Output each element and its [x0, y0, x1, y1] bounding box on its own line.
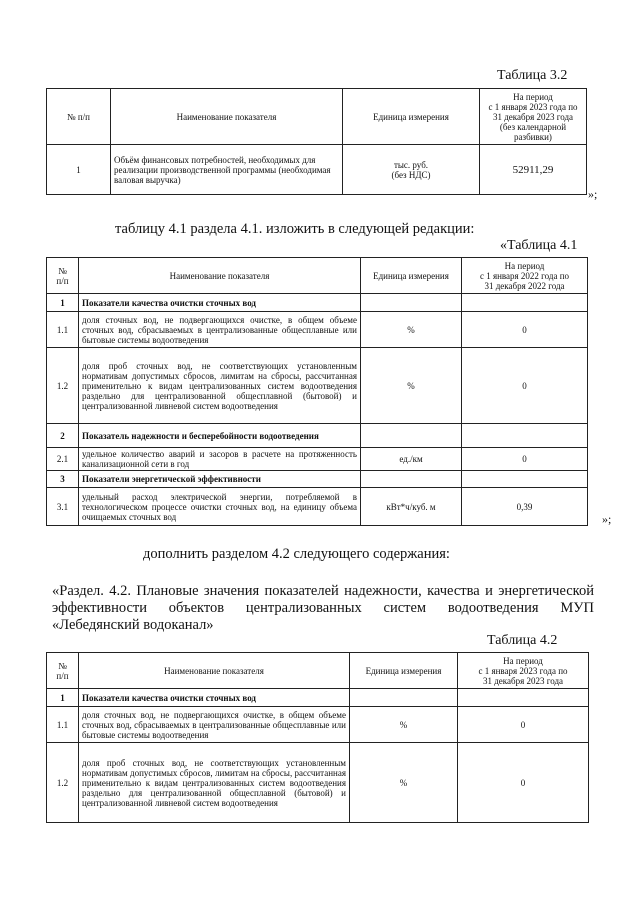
table-row — [47, 424, 588, 448]
cell-name: доля сточных вод, не подвергающихся очистке, в общем объеме сточных вод, сбрасываемых в централизованные общесплавные или бытовые системы водоотведения — [79, 707, 350, 743]
table-4-1 — [46, 257, 588, 526]
header-name: Наименование показателя — [79, 258, 361, 294]
cell-unit — [361, 424, 462, 448]
header-unit: Единица измерения — [343, 89, 480, 145]
header-no: № п/п — [47, 258, 79, 294]
cell-no: 3 — [47, 471, 79, 488]
table-4-1-closing-quote: »; — [602, 512, 612, 526]
header-unit: Единица измерения — [361, 258, 462, 294]
paragraph-section-4-2-intro: дополнить разделом 4.2 следующего содержания: — [143, 546, 450, 562]
table-row — [47, 145, 587, 195]
cell-unit: кВт*ч/куб. м — [361, 488, 462, 526]
header-name: Наименование показателя — [111, 89, 343, 145]
table-4-1-caption: «Таблица 4.1 — [500, 238, 578, 253]
cell-value — [462, 294, 588, 312]
header-period: На период с 1 января 2023 года по 31 декабря 2023 года — [458, 653, 589, 689]
cell-unit: % — [350, 743, 458, 823]
cell-no: 2 — [47, 424, 79, 448]
cell-value: 0 — [458, 743, 589, 823]
cell-no: 1.2 — [47, 348, 79, 424]
cell-name: Показатели энергетической эффективности — [79, 471, 361, 488]
cell-no: 1 — [47, 145, 111, 195]
cell-name: удельный расход электрической энергии, потребляемой в технологическом процессе очистки сточных вод, на единицу объема очищаемых сточных вод — [79, 488, 361, 526]
table-row — [47, 348, 588, 424]
table-row — [47, 743, 589, 823]
cell-name: доля сточных вод, не подвергающихся очистке, в общем объеме сточных вод, сбрасываемых в централизованные общесплавные или бытовые системы водоотведения — [79, 312, 361, 348]
table-3-2-caption: Таблица 3.2 — [497, 68, 568, 83]
cell-unit: тыс. руб. (без НДС) — [343, 145, 480, 195]
cell-value: 0 — [462, 348, 588, 424]
cell-no: 1 — [47, 294, 79, 312]
cell-value — [458, 689, 589, 707]
cell-no: 1.1 — [47, 312, 79, 348]
cell-no: 3.1 — [47, 488, 79, 526]
cell-unit: ед./км — [361, 448, 462, 471]
cell-name: Показатели качества очистки сточных вод — [79, 294, 361, 312]
header-period: На период с 1 января 2022 года по 31 декабря 2022 года — [462, 258, 588, 294]
table-row — [47, 689, 589, 707]
cell-value: 0 — [462, 312, 588, 348]
table-row — [47, 312, 588, 348]
header-no: № п/п — [47, 653, 79, 689]
cell-name: удельное количество аварий и засоров в расчете на протяженность канализационной сети в год — [79, 448, 361, 471]
paragraph-table-4-1-intro: таблицу 4.1 раздела 4.1. изложить в следующей редакции: — [115, 221, 475, 237]
cell-no: 1 — [47, 689, 79, 707]
cell-name: доля проб сточных вод, не соответствующих установленным нормативам допустимых сбросов, лимитам на сбросы, рассчитанная применительно к видам централизованных систем водоотведения раздельно для централизованной общесплавной (бытовой) и централизованной ливневой систем водоотведения — [79, 348, 361, 424]
table-header-row — [47, 89, 587, 145]
table-3-2 — [46, 88, 587, 195]
cell-value — [462, 471, 588, 488]
cell-unit — [361, 471, 462, 488]
cell-no: 1.1 — [47, 707, 79, 743]
cell-unit — [361, 294, 462, 312]
header-name: Наименование показателя — [79, 653, 350, 689]
table-row — [47, 471, 588, 488]
cell-value: 0 — [458, 707, 589, 743]
header-period: На период с 1 января 2023 года по 31 декабря 2023 года (без календарной разбивки) — [480, 89, 587, 145]
cell-unit: % — [361, 312, 462, 348]
cell-unit: % — [350, 707, 458, 743]
cell-name: Показатели качества очистки сточных вод — [79, 689, 350, 707]
cell-value: 0,39 — [462, 488, 588, 526]
cell-no: 1.2 — [47, 743, 79, 823]
cell-name: Объём финансовых потребностей, необходимых для реализации производственной программы (необходимая валовая выручка) — [111, 145, 343, 195]
table-row — [47, 707, 589, 743]
cell-value: 0 — [462, 448, 588, 471]
table-row — [47, 448, 588, 471]
table-row — [47, 488, 588, 526]
table-row — [47, 294, 588, 312]
table-header-row — [47, 258, 588, 294]
cell-value: 52911,29 — [480, 145, 587, 195]
cell-name: Показатель надежности и бесперебойности водоотведения — [79, 424, 361, 448]
table-3-2-closing-quote: »; — [588, 187, 598, 201]
cell-unit: % — [361, 348, 462, 424]
header-unit: Единица измерения — [350, 653, 458, 689]
section-4-2-title: «Раздел. 4.2. Плановые значения показателей надежности, качества и энергетической эффективности объектов централизованных систем водоотведения МУП «Лебедянский водоканал» — [52, 583, 594, 633]
table-header-row — [47, 653, 589, 689]
cell-no: 2.1 — [47, 448, 79, 471]
cell-name: доля проб сточных вод, не соответствующих установленным нормативам допустимых сбросов, лимитам на сбросы, рассчитанная применительно к видам централизованных систем водоотведения раздельно для централизованной общесплавной (бытовой) и централизованной ливневой систем водоотведения — [79, 743, 350, 823]
cell-unit — [350, 689, 458, 707]
table-4-2 — [46, 652, 589, 823]
table-4-2-caption: Таблица 4.2 — [487, 633, 558, 648]
cell-value — [462, 424, 588, 448]
header-no: № п/п — [47, 89, 111, 145]
